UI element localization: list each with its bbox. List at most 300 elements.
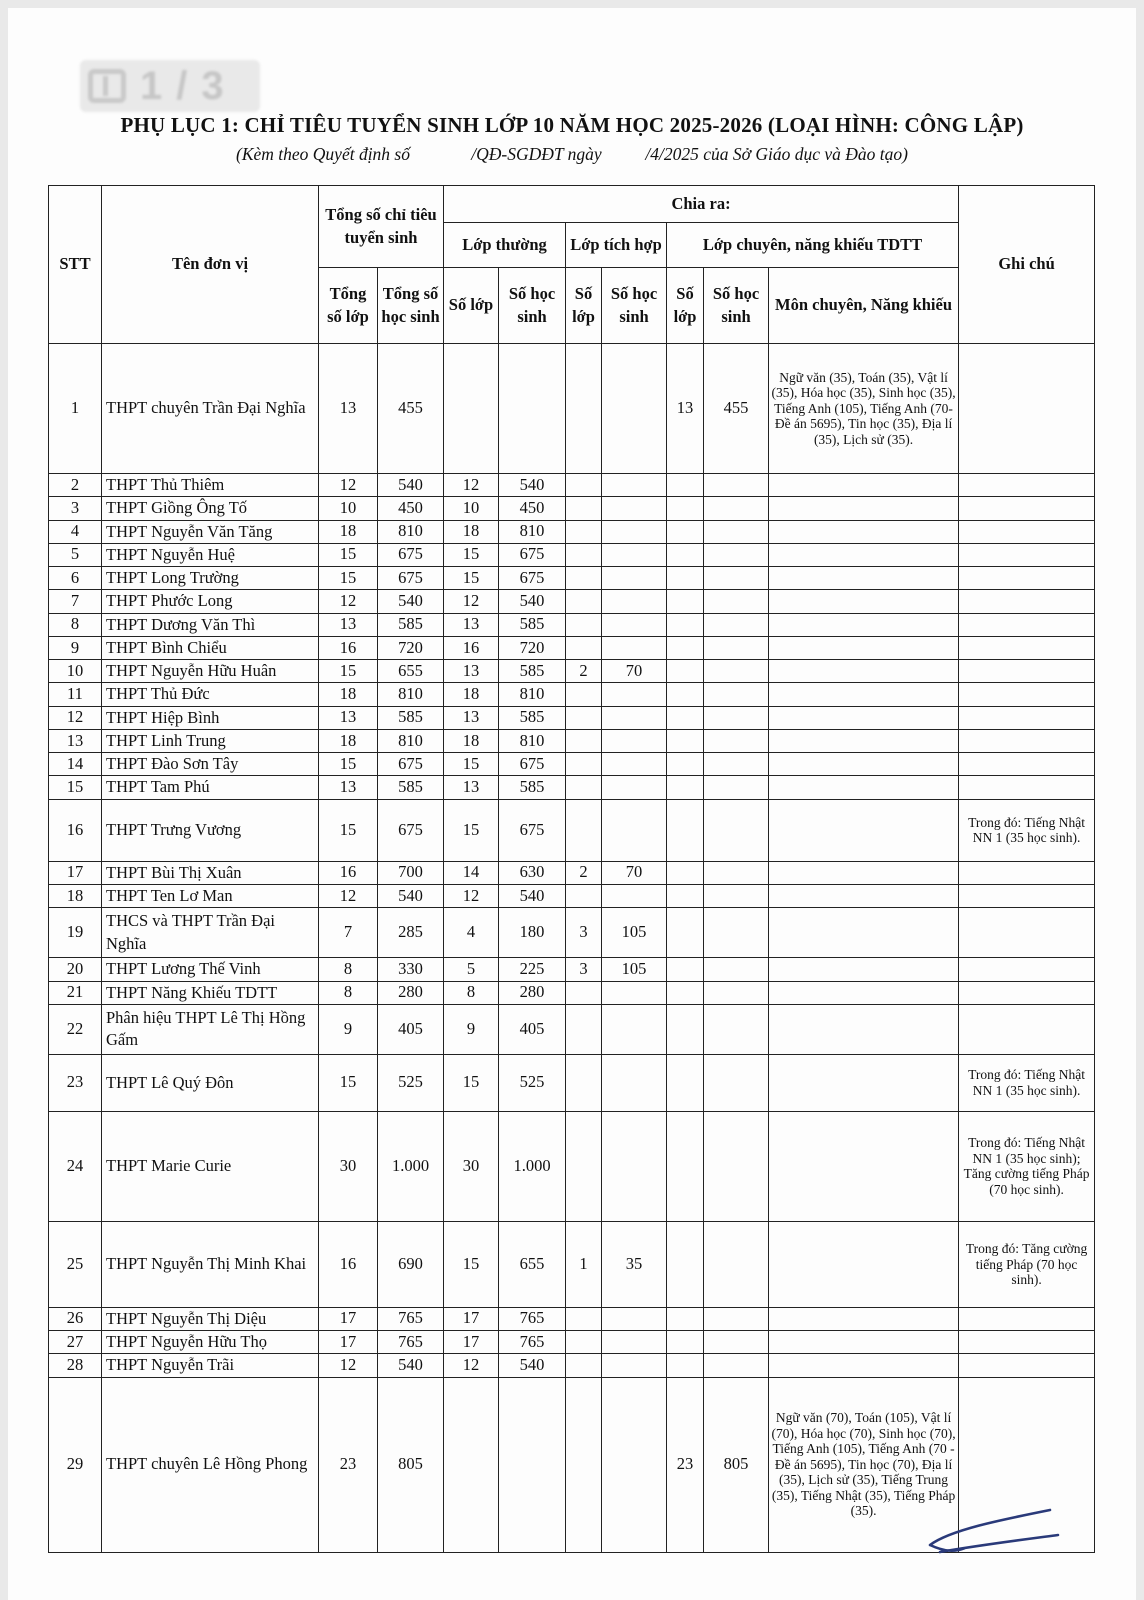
row-ch-so-lop: [667, 776, 704, 799]
row-tong-so-lop: 10: [319, 497, 378, 520]
row-lt-so-lop: 15: [444, 799, 499, 861]
row-ghi-chu: [959, 1004, 1095, 1054]
table-row: [49, 861, 1095, 884]
row-mon-chuyen: [769, 683, 959, 706]
row-tong-so-hoc-sinh: 330: [378, 958, 444, 981]
row-tong-so-hoc-sinh: 280: [378, 981, 444, 1004]
row-tong-so-hoc-sinh: 585: [378, 776, 444, 799]
row-ch-so-lop: [667, 1004, 704, 1054]
row-th-so-lop: [566, 776, 602, 799]
row-name: THPT Thủ Đức: [102, 683, 319, 706]
row-ghi-chu: [959, 1354, 1095, 1377]
row-mon-chuyen: [769, 543, 959, 566]
row-ghi-chu: Trong đó: Tiếng Nhật NN 1 (35 học sinh); Tăng cường tiếng Pháp (70 học sinh).: [959, 1111, 1095, 1221]
row-tong-so-hoc-sinh: 405: [378, 1004, 444, 1054]
row-tong-so-lop: 16: [319, 636, 378, 659]
row-stt: 27: [49, 1331, 102, 1354]
row-ghi-chu: [959, 776, 1095, 799]
row-mon-chuyen: [769, 861, 959, 884]
table-row: [49, 753, 1095, 776]
row-ch-so-hoc-sinh: [704, 1004, 769, 1054]
row-stt: 9: [49, 636, 102, 659]
row-name: THPT Trưng Vương: [102, 799, 319, 861]
row-ch-so-lop: [667, 1221, 704, 1307]
table-row: [49, 706, 1095, 729]
row-lt-so-hoc-sinh: 585: [499, 776, 566, 799]
row-mon-chuyen: [769, 660, 959, 683]
row-tong-so-hoc-sinh: 690: [378, 1221, 444, 1307]
row-th-so-hoc-sinh: [602, 1331, 667, 1354]
row-tong-so-lop: 15: [319, 567, 378, 590]
table-row: [49, 1221, 1095, 1307]
row-th-so-hoc-sinh: [602, 729, 667, 752]
row-th-so-lop: [566, 497, 602, 520]
row-name: THPT Đào Sơn Tây: [102, 753, 319, 776]
table-row: [49, 344, 1095, 474]
row-ch-so-hoc-sinh: 455: [704, 344, 769, 474]
row-name: THPT Hiệp Bình: [102, 706, 319, 729]
row-th-so-hoc-sinh: [602, 776, 667, 799]
row-ghi-chu: Trong đó: Tăng cường tiếng Pháp (70 học sinh).: [959, 1221, 1095, 1307]
row-stt: 28: [49, 1354, 102, 1377]
row-ghi-chu: [959, 683, 1095, 706]
table-row: [49, 497, 1095, 520]
row-name: THPT Nguyễn Thị Diệu: [102, 1307, 319, 1330]
row-mon-chuyen: Ngữ văn (70), Toán (105), Vật lí (70), Hóa học (70), Sinh học (70), Tiếng Anh (105), Tiếng Anh (70 - Đề án 5695), Tin học (70), Địa lí (35), Lịch sử (35), Tiếng Trung (35), Tiếng Nhật (35), Tiếng Pháp (35).: [769, 1377, 959, 1552]
row-stt: 19: [49, 908, 102, 958]
row-ghi-chu: [959, 861, 1095, 884]
row-ch-so-lop: [667, 1307, 704, 1330]
row-ch-so-hoc-sinh: [704, 1221, 769, 1307]
quota-table: [48, 185, 1095, 1553]
row-lt-so-lop: 18: [444, 520, 499, 543]
row-ch-so-hoc-sinh: [704, 683, 769, 706]
row-tong-so-lop: 18: [319, 520, 378, 543]
table-row: [49, 776, 1095, 799]
row-lt-so-lop: 18: [444, 729, 499, 752]
header-th-so-hoc-sinh: Số học sinh: [602, 268, 667, 344]
row-name: THPT Nguyễn Hữu Huân: [102, 660, 319, 683]
row-tong-so-lop: 23: [319, 1377, 378, 1552]
row-stt: 26: [49, 1307, 102, 1330]
row-tong-so-hoc-sinh: 585: [378, 613, 444, 636]
row-ch-so-lop: [667, 660, 704, 683]
row-tong-so-lop: 18: [319, 683, 378, 706]
row-ch-so-hoc-sinh: [704, 706, 769, 729]
row-ghi-chu: [959, 1307, 1095, 1330]
row-th-so-lop: [566, 520, 602, 543]
table-row: [49, 1307, 1095, 1330]
row-ch-so-lop: [667, 1054, 704, 1111]
row-th-so-lop: [566, 884, 602, 907]
row-tong-so-lop: 30: [319, 1111, 378, 1221]
row-lt-so-lop: 15: [444, 1221, 499, 1307]
table-row: [49, 590, 1095, 613]
row-lt-so-lop: 14: [444, 861, 499, 884]
header-mon-chuyen: Môn chuyên, Năng khiếu: [769, 268, 959, 344]
row-lt-so-hoc-sinh: 765: [499, 1307, 566, 1330]
row-th-so-lop: [566, 590, 602, 613]
row-th-so-lop: [566, 799, 602, 861]
row-stt: 2: [49, 474, 102, 497]
row-th-so-lop: [566, 706, 602, 729]
row-th-so-lop: [566, 344, 602, 474]
row-tong-so-hoc-sinh: 805: [378, 1377, 444, 1552]
row-tong-so-lop: 17: [319, 1307, 378, 1330]
table-row: [49, 908, 1095, 958]
header-lt-so-hoc-sinh: Số học sinh: [499, 268, 566, 344]
row-th-so-lop: [566, 1354, 602, 1377]
header-tong-so-lop: Tổng số lớp: [319, 268, 378, 344]
row-ghi-chu: [959, 636, 1095, 659]
row-mon-chuyen: [769, 520, 959, 543]
row-ch-so-hoc-sinh: [704, 543, 769, 566]
row-th-so-lop: [566, 567, 602, 590]
row-ghi-chu: [959, 567, 1095, 590]
row-name: THPT Nguyễn Văn Tăng: [102, 520, 319, 543]
row-th-so-lop: [566, 981, 602, 1004]
table-row: [49, 799, 1095, 861]
row-ch-so-hoc-sinh: [704, 799, 769, 861]
row-th-so-hoc-sinh: [602, 683, 667, 706]
row-stt: 13: [49, 729, 102, 752]
table-row: [49, 1054, 1095, 1111]
row-tong-so-lop: 15: [319, 660, 378, 683]
table-row: [49, 660, 1095, 683]
row-mon-chuyen: [769, 706, 959, 729]
row-ch-so-hoc-sinh: [704, 1054, 769, 1111]
row-mon-chuyen: [769, 613, 959, 636]
row-th-so-hoc-sinh: 105: [602, 908, 667, 958]
row-lt-so-hoc-sinh: 810: [499, 520, 566, 543]
row-ghi-chu: [959, 590, 1095, 613]
page-current: 1: [140, 63, 163, 108]
row-ghi-chu: [959, 497, 1095, 520]
row-th-so-lop: 3: [566, 908, 602, 958]
row-mon-chuyen: [769, 753, 959, 776]
row-ghi-chu: [959, 344, 1095, 474]
row-tong-so-lop: 15: [319, 799, 378, 861]
row-tong-so-lop: 13: [319, 344, 378, 474]
table-row: [49, 1004, 1095, 1054]
row-lt-so-lop: 5: [444, 958, 499, 981]
row-tong-so-lop: 15: [319, 1054, 378, 1111]
row-th-so-hoc-sinh: 70: [602, 861, 667, 884]
row-ch-so-lop: [667, 861, 704, 884]
row-tong-so-hoc-sinh: 540: [378, 884, 444, 907]
row-stt: 5: [49, 543, 102, 566]
row-stt: 23: [49, 1054, 102, 1111]
row-tong-so-hoc-sinh: 285: [378, 908, 444, 958]
row-ch-so-hoc-sinh: [704, 1111, 769, 1221]
row-name: THPT Giồng Ông Tố: [102, 497, 319, 520]
row-mon-chuyen: [769, 474, 959, 497]
row-stt: 21: [49, 981, 102, 1004]
row-tong-so-lop: 16: [319, 861, 378, 884]
header-lop-thuong: Lớp thường: [444, 223, 566, 268]
table-row: [49, 683, 1095, 706]
row-ch-so-hoc-sinh: [704, 613, 769, 636]
row-ch-so-lop: [667, 1331, 704, 1354]
row-mon-chuyen: [769, 908, 959, 958]
row-name: Phân hiệu THPT Lê Thị Hồng Gấm: [102, 1004, 319, 1054]
row-mon-chuyen: [769, 1111, 959, 1221]
row-lt-so-hoc-sinh: 675: [499, 799, 566, 861]
row-th-so-hoc-sinh: [602, 613, 667, 636]
row-tong-so-hoc-sinh: 540: [378, 590, 444, 613]
row-ghi-chu: [959, 613, 1095, 636]
header-tong-so-hoc-sinh: Tổng số học sinh: [378, 268, 444, 344]
row-tong-so-hoc-sinh: 450: [378, 497, 444, 520]
row-stt: 8: [49, 613, 102, 636]
row-ghi-chu: [959, 1331, 1095, 1354]
row-th-so-lop: 1: [566, 1221, 602, 1307]
table-row: [49, 1354, 1095, 1377]
row-th-so-lop: 2: [566, 861, 602, 884]
row-mon-chuyen: [769, 1054, 959, 1111]
row-mon-chuyen: [769, 497, 959, 520]
row-ch-so-lop: [667, 1354, 704, 1377]
row-lt-so-hoc-sinh: 810: [499, 729, 566, 752]
row-mon-chuyen: [769, 958, 959, 981]
row-tong-so-lop: 9: [319, 1004, 378, 1054]
row-lt-so-lop: 13: [444, 660, 499, 683]
row-th-so-hoc-sinh: 35: [602, 1221, 667, 1307]
row-tong-so-hoc-sinh: 655: [378, 660, 444, 683]
row-lt-so-hoc-sinh: 540: [499, 1354, 566, 1377]
row-tong-so-hoc-sinh: 540: [378, 1354, 444, 1377]
row-lt-so-hoc-sinh: 655: [499, 1221, 566, 1307]
row-mon-chuyen: [769, 1331, 959, 1354]
row-ch-so-hoc-sinh: [704, 1354, 769, 1377]
row-lt-so-lop: 9: [444, 1004, 499, 1054]
row-tong-so-lop: 7: [319, 908, 378, 958]
row-ch-so-lop: [667, 884, 704, 907]
table-row: [49, 958, 1095, 981]
row-mon-chuyen: [769, 590, 959, 613]
row-stt: 20: [49, 958, 102, 981]
table-row: [49, 981, 1095, 1004]
row-lt-so-hoc-sinh: 630: [499, 861, 566, 884]
row-ch-so-hoc-sinh: [704, 729, 769, 752]
row-ghi-chu: [959, 958, 1095, 981]
table-row: [49, 567, 1095, 590]
row-name: THPT chuyên Trần Đại Nghĩa: [102, 344, 319, 474]
row-tong-so-lop: 15: [319, 753, 378, 776]
header-tong-so-chi-tieu: Tổng số chỉ tiêu tuyển sinh: [319, 186, 444, 268]
header-lt-so-lop: Số lớp: [444, 268, 499, 344]
row-lt-so-hoc-sinh: 280: [499, 981, 566, 1004]
row-stt: 6: [49, 567, 102, 590]
row-lt-so-hoc-sinh: 810: [499, 683, 566, 706]
row-ch-so-hoc-sinh: [704, 1331, 769, 1354]
row-ch-so-lop: [667, 590, 704, 613]
row-lt-so-hoc-sinh: 585: [499, 706, 566, 729]
row-lt-so-lop: 12: [444, 590, 499, 613]
row-ch-so-hoc-sinh: [704, 474, 769, 497]
header-stt: STT: [49, 186, 102, 344]
row-mon-chuyen: [769, 981, 959, 1004]
row-lt-so-lop: 17: [444, 1307, 499, 1330]
row-tong-so-hoc-sinh: 700: [378, 861, 444, 884]
row-ch-so-hoc-sinh: [704, 753, 769, 776]
row-tong-so-hoc-sinh: 1.000: [378, 1111, 444, 1221]
table-row: [49, 474, 1095, 497]
row-ghi-chu: [959, 706, 1095, 729]
row-th-so-lop: [566, 636, 602, 659]
row-th-so-lop: [566, 613, 602, 636]
row-stt: 7: [49, 590, 102, 613]
table-row: [49, 613, 1095, 636]
row-ghi-chu: [959, 908, 1095, 958]
row-lt-so-lop: 15: [444, 567, 499, 590]
row-th-so-lop: [566, 1307, 602, 1330]
row-th-so-hoc-sinh: [602, 567, 667, 590]
row-name: THPT Lê Quý Đôn: [102, 1054, 319, 1111]
row-th-so-hoc-sinh: [602, 520, 667, 543]
row-ch-so-hoc-sinh: [704, 660, 769, 683]
row-th-so-hoc-sinh: [602, 636, 667, 659]
row-th-so-lop: [566, 683, 602, 706]
row-th-so-lop: [566, 543, 602, 566]
row-mon-chuyen: [769, 884, 959, 907]
row-ch-so-lop: [667, 613, 704, 636]
row-lt-so-hoc-sinh: [499, 344, 566, 474]
row-lt-so-hoc-sinh: 585: [499, 660, 566, 683]
row-th-so-hoc-sinh: [602, 706, 667, 729]
document-title: PHỤ LỤC 1: CHỈ TIÊU TUYỂN SINH LỚP 10 NĂM HỌC 2025-2026 (LOẠI HÌNH: CÔNG LẬP): [120, 113, 1024, 137]
row-ch-so-hoc-sinh: [704, 861, 769, 884]
row-th-so-lop: [566, 1004, 602, 1054]
row-stt: 11: [49, 683, 102, 706]
row-th-so-lop: 2: [566, 660, 602, 683]
row-th-so-lop: [566, 1331, 602, 1354]
page-indicator[interactable]: [80, 60, 260, 112]
row-tong-so-lop: 8: [319, 981, 378, 1004]
row-tong-so-hoc-sinh: 675: [378, 543, 444, 566]
table-row: [49, 1377, 1095, 1552]
table-row: [49, 1111, 1095, 1221]
row-name: THPT Linh Trung: [102, 729, 319, 752]
row-ch-so-lop: [667, 520, 704, 543]
table-row: [49, 729, 1095, 752]
row-stt: 25: [49, 1221, 102, 1307]
row-lt-so-lop: 16: [444, 636, 499, 659]
row-tong-so-lop: 18: [319, 729, 378, 752]
row-tong-so-hoc-sinh: 810: [378, 520, 444, 543]
row-tong-so-lop: 13: [319, 776, 378, 799]
row-ch-so-lop: [667, 753, 704, 776]
row-tong-so-lop: 17: [319, 1331, 378, 1354]
row-lt-so-lop: 13: [444, 706, 499, 729]
row-mon-chuyen: [769, 1004, 959, 1054]
row-lt-so-hoc-sinh: 675: [499, 753, 566, 776]
row-th-so-hoc-sinh: [602, 474, 667, 497]
row-ch-so-lop: [667, 543, 704, 566]
row-lt-so-lop: [444, 1377, 499, 1552]
row-ch-so-hoc-sinh: [704, 590, 769, 613]
row-ch-so-lop: [667, 908, 704, 958]
row-ch-so-lop: [667, 474, 704, 497]
row-name: THPT Dương Văn Thì: [102, 613, 319, 636]
row-tong-so-lop: 13: [319, 613, 378, 636]
row-name: THPT Marie Curie: [102, 1111, 319, 1221]
row-stt: 1: [49, 344, 102, 474]
header-ghi-chu: Ghi chú: [959, 186, 1095, 344]
row-lt-so-lop: [444, 344, 499, 474]
row-lt-so-lop: 13: [444, 613, 499, 636]
row-lt-so-lop: 4: [444, 908, 499, 958]
row-name: THPT Nguyễn Hữu Thọ: [102, 1331, 319, 1354]
row-ch-so-hoc-sinh: [704, 776, 769, 799]
row-stt: 14: [49, 753, 102, 776]
header-lop-tich-hop: Lớp tích hợp: [566, 223, 667, 268]
row-mon-chuyen: [769, 729, 959, 752]
row-tong-so-hoc-sinh: 720: [378, 636, 444, 659]
row-th-so-hoc-sinh: [602, 344, 667, 474]
row-lt-so-hoc-sinh: 180: [499, 908, 566, 958]
row-lt-so-hoc-sinh: 720: [499, 636, 566, 659]
table-row: [49, 1331, 1095, 1354]
table-row: [49, 636, 1095, 659]
row-th-so-hoc-sinh: [602, 1054, 667, 1111]
row-th-so-hoc-sinh: [602, 1004, 667, 1054]
row-lt-so-hoc-sinh: 540: [499, 474, 566, 497]
row-tong-so-hoc-sinh: 585: [378, 706, 444, 729]
row-tong-so-lop: 12: [319, 884, 378, 907]
page-icon: [88, 69, 126, 103]
page-separator: /: [176, 63, 188, 108]
row-lt-so-hoc-sinh: 765: [499, 1331, 566, 1354]
row-name: THPT Nguyễn Huệ: [102, 543, 319, 566]
row-th-so-hoc-sinh: [602, 981, 667, 1004]
row-tong-so-hoc-sinh: 765: [378, 1331, 444, 1354]
row-th-so-hoc-sinh: [602, 799, 667, 861]
row-name: THPT Long Trường: [102, 567, 319, 590]
header-lop-chuyen: Lớp chuyên, năng khiếu TDTT: [667, 223, 959, 268]
row-stt: 15: [49, 776, 102, 799]
row-ch-so-hoc-sinh: [704, 958, 769, 981]
table-row: [49, 520, 1095, 543]
header-ch-so-hoc-sinh: Số học sinh: [704, 268, 769, 344]
row-stt: 16: [49, 799, 102, 861]
document-subtitle: (Kèm theo Quyết định số /QĐ-SGDĐT ngày /4/2025 của Sở Giáo dục và Đào tạo): [236, 144, 908, 164]
row-tong-so-hoc-sinh: 810: [378, 683, 444, 706]
row-lt-so-hoc-sinh: 540: [499, 590, 566, 613]
row-ch-so-lop: [667, 729, 704, 752]
row-tong-so-lop: 13: [319, 706, 378, 729]
row-name: THPT Tam Phú: [102, 776, 319, 799]
row-ch-so-lop: [667, 799, 704, 861]
row-ch-so-hoc-sinh: [704, 520, 769, 543]
row-name: THPT Bùi Thị Xuân: [102, 861, 319, 884]
row-th-so-lop: [566, 1377, 602, 1552]
header-chia-ra: Chia ra:: [444, 186, 959, 223]
row-lt-so-hoc-sinh: 675: [499, 543, 566, 566]
row-th-so-lop: [566, 753, 602, 776]
row-ch-so-lop: [667, 706, 704, 729]
header-ch-so-lop: Số lớp: [667, 268, 704, 344]
row-mon-chuyen: [769, 567, 959, 590]
row-tong-so-hoc-sinh: 540: [378, 474, 444, 497]
row-lt-so-hoc-sinh: 1.000: [499, 1111, 566, 1221]
row-lt-so-hoc-sinh: 525: [499, 1054, 566, 1111]
row-lt-so-hoc-sinh: [499, 1377, 566, 1552]
row-ch-so-lop: [667, 497, 704, 520]
row-lt-so-hoc-sinh: 675: [499, 567, 566, 590]
row-ghi-chu: [959, 729, 1095, 752]
row-ch-so-lop: [667, 567, 704, 590]
